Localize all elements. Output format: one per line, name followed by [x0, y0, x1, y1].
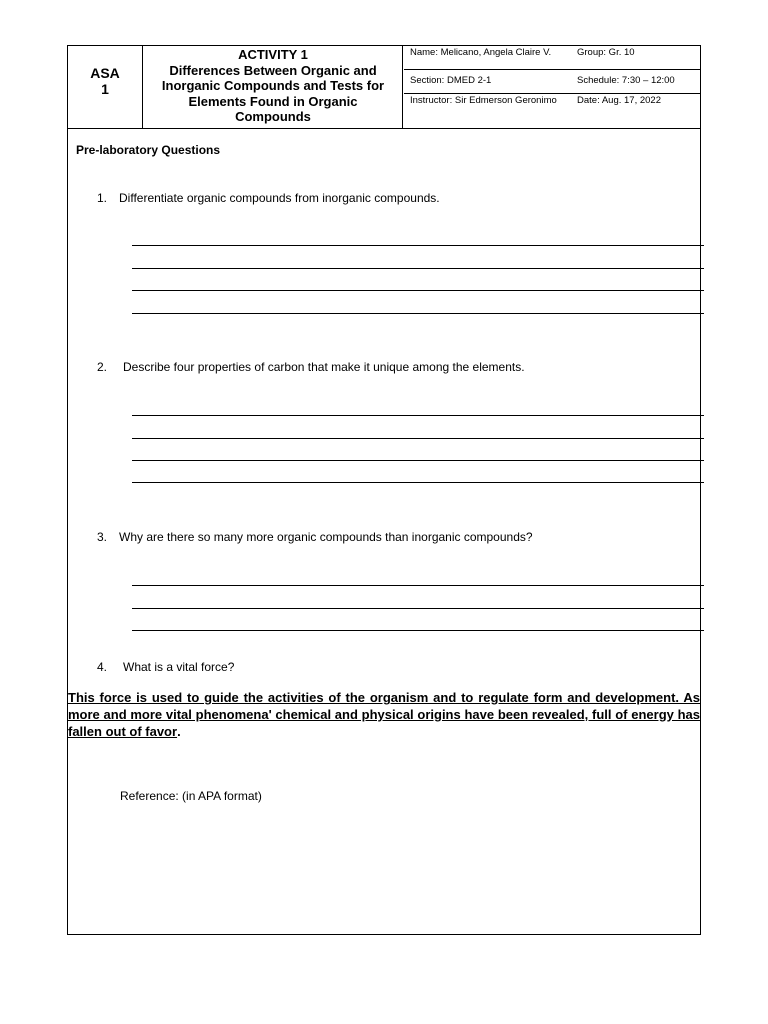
- activity-title-line: Compounds: [235, 109, 311, 124]
- worksheet-frame: [67, 45, 701, 935]
- answer-4-text: This force is used to guide the activities of the organism and to regulate form and development. As more and more vital phenomena' chemical and physical origins have been revealed, full of energy has fallen out of favor.: [68, 690, 700, 739]
- question-4: 4. What is a vital force?: [97, 660, 235, 674]
- activity-title-line: Elements Found in Organic: [188, 93, 358, 109]
- student-group: Group: Gr. 10: [577, 47, 635, 58]
- question-2: 2. Describe four properties of carbon that make it unique among the elements.: [97, 360, 525, 374]
- asa-number: 1: [101, 81, 109, 97]
- answer-line: [132, 482, 704, 483]
- prelab-heading: Pre-laboratory Questions: [76, 143, 221, 157]
- asa-label: ASA: [90, 65, 120, 81]
- student-section: Section: DMED 2-1: [410, 75, 492, 86]
- activity-title-line: Differences Between Organic and: [169, 62, 377, 78]
- asa-cell: [68, 46, 143, 128]
- header-table: [68, 46, 700, 129]
- student-name: Name: Melicano, Angela Claire V.: [410, 47, 552, 58]
- activity-number: ACTIVITY 1: [238, 47, 308, 62]
- answer-line: [132, 585, 704, 586]
- activity-title-cell: [144, 46, 403, 128]
- answer-line: [132, 438, 704, 439]
- answer-line: [132, 608, 704, 609]
- class-schedule: Schedule: 7:30 – 12:00: [577, 75, 675, 86]
- info-row: [404, 46, 700, 70]
- info-row: [404, 94, 700, 128]
- answer-line: [132, 268, 704, 269]
- answer-line: [132, 460, 704, 461]
- reference-label: Reference: (in APA format): [120, 789, 262, 803]
- answer-line: [132, 245, 704, 246]
- activity-date: Date: Aug. 17, 2022: [577, 95, 661, 106]
- info-row: [404, 70, 700, 94]
- question-1: 1. Differentiate organic compounds from inorganic compounds.: [97, 191, 440, 205]
- answer-line: [132, 415, 704, 416]
- answer-line: [132, 290, 704, 291]
- student-info-cell: [404, 46, 700, 128]
- activity-title-line: Inorganic Compounds and Tests for: [161, 78, 385, 93]
- answer-line: [132, 630, 704, 631]
- instructor-name: Instructor: Sir Edmerson Geronimo: [410, 95, 557, 106]
- answer-line: [132, 313, 704, 314]
- question-3: 3. Why are there so many more organic compounds than inorganic compounds?: [97, 530, 533, 544]
